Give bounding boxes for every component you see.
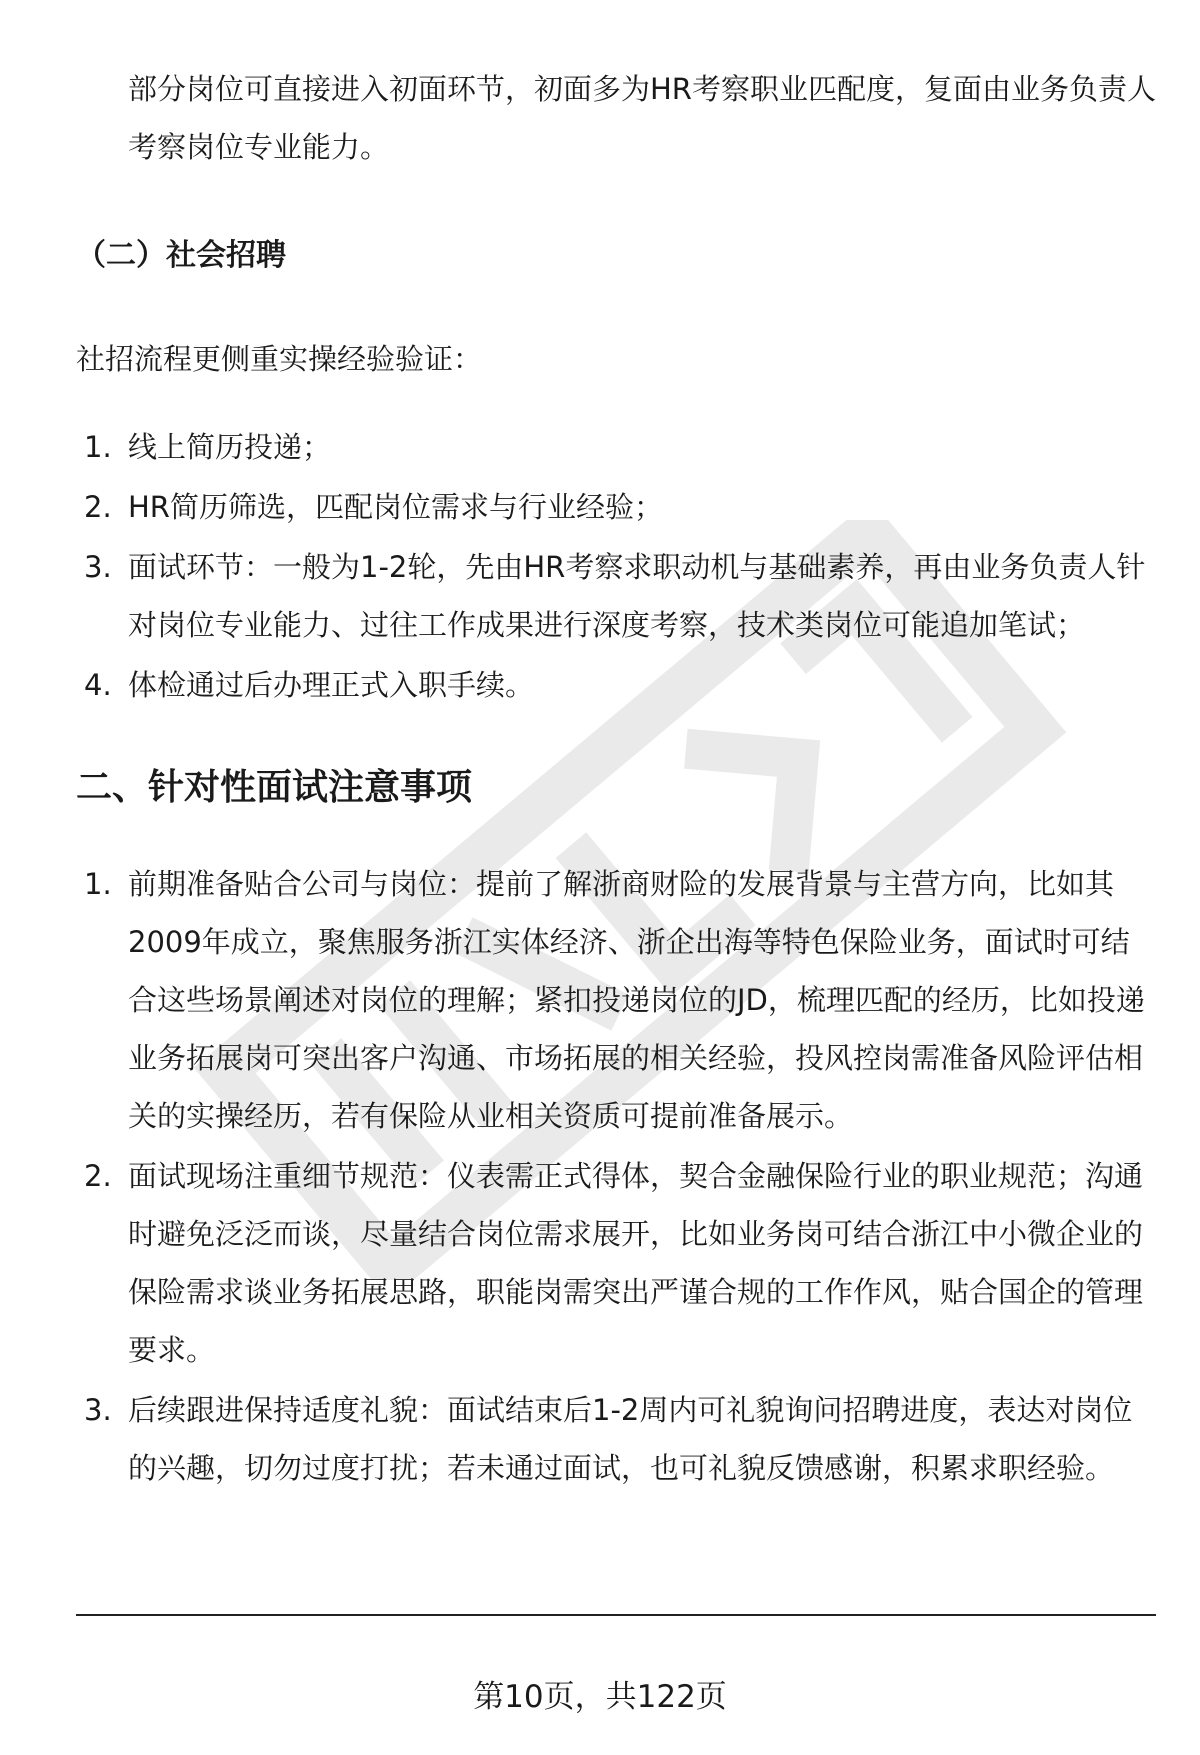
list-item xyxy=(0,418,1200,476)
list-text: 面试环节：一般为1-2轮，先由HR考察求职动机与基础素养，再由业务负责人针对岗位专业能力、过往工作成果进行深度考察，技术类岗位可能追加笔试； xyxy=(128,550,1146,642)
list-number: 2. xyxy=(84,1159,112,1193)
list-item xyxy=(0,855,1200,1145)
list-item xyxy=(0,1147,1200,1379)
list-text: HR简历筛选，匹配岗位需求与行业经验； xyxy=(128,490,663,524)
section-heading-social: （二）社会招聘 xyxy=(76,238,286,273)
list-number: 3. xyxy=(84,550,112,584)
list-item xyxy=(0,538,1200,654)
list-text: 线上简历投递； xyxy=(128,430,332,464)
list-text: 前期准备贴合公司与岗位：提前了解浙商财险的发展背景与主营方向，比如其2009年成立，聚焦服务浙江实体经济、浙企出海等特色保险业务，面试时可结合这些场景阐述对岗位的理解；紧扣投递岗位的JD，梳理匹配的经历，比如投递业务拓展岗可突出客户沟通、市场拓展的相关经验，投风控岗需准备风险评估相关的实操经历，若有保险从业相关资质可提前准备展示。 xyxy=(128,867,1145,1133)
list-number: 1. xyxy=(84,867,112,901)
interview-notes-list xyxy=(0,855,1200,1497)
continuation-paragraph: 部分岗位可直接进入初面环节，初面多为HR考察职业匹配度，复面由业务负责人考察岗位专业能力。 xyxy=(128,72,1156,164)
list-item xyxy=(0,1381,1200,1497)
list-item xyxy=(0,478,1200,536)
list-number: 2. xyxy=(84,490,112,524)
social-intro: 社招流程更侧重实操经验验证： xyxy=(76,342,483,376)
social-steps-list xyxy=(0,418,1200,714)
list-text: 面试现场注重细节规范：仪表需正式得体，契合金融保险行业的职业规范；沟通时避免泛泛而谈，尽量结合岗位需求展开，比如业务岗可结合浙江中小微企业的保险需求谈业务拓展思路，职能岗需突出严谨合规的工作作风，贴合国企的管理要求。 xyxy=(128,1159,1144,1367)
list-number: 4. xyxy=(84,668,112,702)
footer-divider xyxy=(76,1614,1156,1616)
list-item xyxy=(0,656,1200,714)
list-number: 3. xyxy=(84,1393,112,1427)
list-text: 后续跟进保持适度礼貌：面试结束后1-2周内可礼貌询问招聘进度，表达对岗位的兴趣，切勿过度打扰；若未通过面试，也可礼貌反馈感谢，积累求职经验。 xyxy=(128,1393,1133,1485)
list-number: 1. xyxy=(84,430,112,464)
section-heading-interview: 二、针对性面试注意事项 xyxy=(76,767,473,808)
list-text: 体检通过后办理正式入职手续。 xyxy=(128,668,535,702)
page-number: 第10页，共122页 xyxy=(473,1679,727,1715)
